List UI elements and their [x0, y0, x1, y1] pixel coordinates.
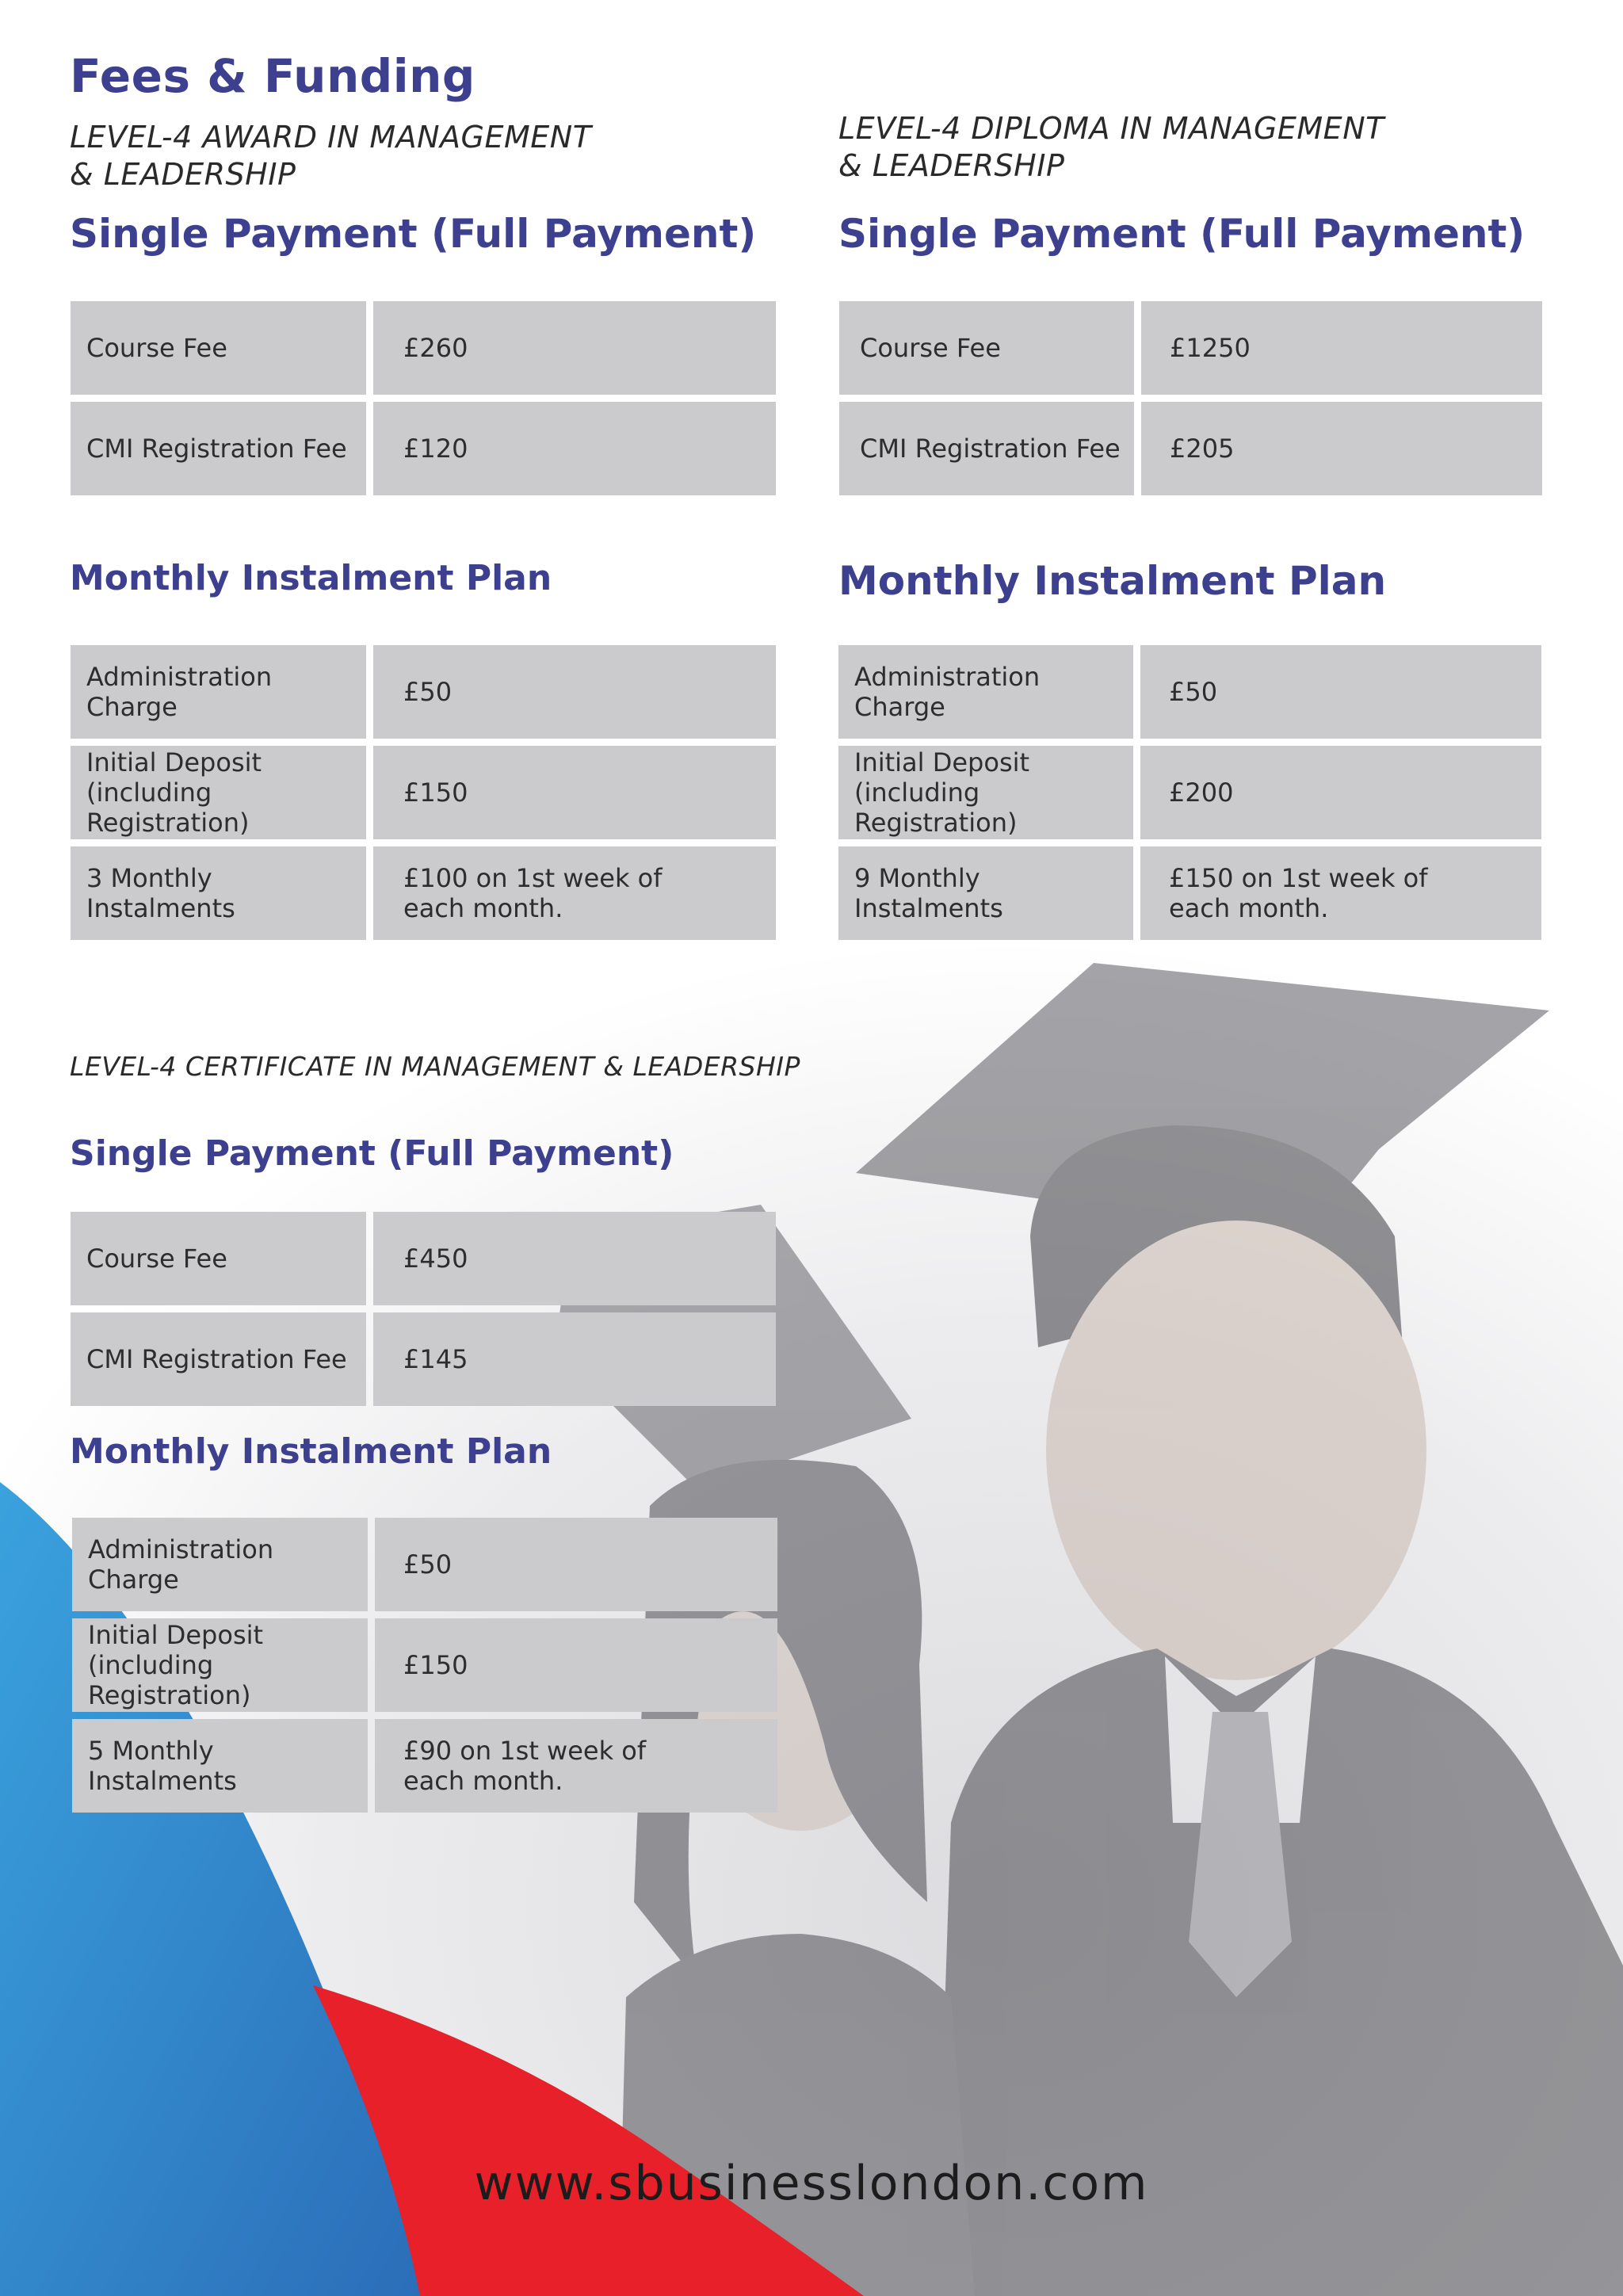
fee-value: £150	[373, 746, 776, 839]
fee-value: £90 on 1st week of each month.	[375, 1719, 777, 1813]
award-single-payment-heading: Single Payment (Full Payment)	[70, 211, 757, 257]
table-row	[71, 1312, 776, 1406]
award-section	[70, 119, 775, 193]
fee-label: 9 Monthly Instalments	[838, 846, 1133, 940]
table-row	[839, 301, 1542, 395]
fee-label: CMI Registration Fee	[71, 1312, 366, 1406]
fee-label: 3 Monthly Instalments	[71, 846, 366, 940]
fee-value: £205	[1141, 402, 1542, 495]
table-row	[72, 1518, 777, 1611]
fee-value: £120	[373, 402, 776, 495]
table-row	[71, 645, 776, 739]
fee-value: £100 on 1st week of each month.	[373, 846, 776, 940]
award-monthly-plan-table	[71, 645, 776, 947]
fee-value: £260	[373, 301, 776, 395]
certificate-course-title: LEVEL-4 CERTIFICATE IN MANAGEMENT & LEADERSHIP	[70, 1051, 800, 1082]
fee-label: Initial Deposit (including Registration)	[71, 746, 366, 839]
fee-label: Course Fee	[71, 1212, 366, 1305]
fee-value: £50	[373, 645, 776, 739]
table-row	[838, 846, 1541, 940]
award-single-payment-table	[71, 301, 776, 502]
fee-label: Administration Charge	[72, 1518, 368, 1611]
fee-label: Course Fee	[71, 301, 366, 395]
fee-label: Administration Charge	[838, 645, 1133, 739]
diploma-section	[838, 110, 1544, 185]
fee-label: Course Fee	[839, 301, 1134, 395]
award-monthly-plan-heading: Monthly Instalment Plan	[70, 558, 552, 598]
award-course-title: LEVEL-4 AWARD IN MANAGEMENT & LEADERSHIP	[70, 120, 592, 192]
diploma-course-title: LEVEL-4 DIPLOMA IN MANAGEMENT & LEADERSHIP	[838, 111, 1384, 183]
fee-label: Initial Deposit (including Registration)	[838, 746, 1133, 839]
page-title: Fees & Funding	[70, 49, 475, 103]
table-row	[71, 301, 776, 395]
fee-value: £150	[375, 1618, 777, 1712]
diploma-single-payment-heading: Single Payment (Full Payment)	[838, 211, 1526, 257]
table-row	[71, 1212, 776, 1305]
diploma-monthly-plan-table	[838, 645, 1541, 947]
diploma-monthly-plan-heading: Monthly Instalment Plan	[838, 558, 1387, 604]
table-row	[72, 1618, 777, 1712]
fee-value: £50	[375, 1518, 777, 1611]
table-row	[839, 402, 1542, 495]
table-row	[838, 645, 1541, 739]
table-row	[71, 846, 776, 940]
fee-value: £450	[373, 1212, 776, 1305]
table-row	[71, 746, 776, 839]
fee-value: £145	[373, 1312, 776, 1406]
fee-label: CMI Registration Fee	[71, 402, 366, 495]
fee-value: £50	[1140, 645, 1541, 739]
certificate-single-payment-heading: Single Payment (Full Payment)	[70, 1133, 674, 1174]
certificate-single-payment-table	[71, 1212, 776, 1413]
table-row	[72, 1719, 777, 1813]
fee-label: CMI Registration Fee	[839, 402, 1134, 495]
fee-label: 5 Monthly Instalments	[72, 1719, 368, 1813]
fee-label: Initial Deposit (including Registration)	[72, 1618, 368, 1712]
table-row	[838, 746, 1541, 839]
diploma-single-payment-table	[839, 301, 1542, 502]
certificate-monthly-plan-table	[72, 1518, 777, 1820]
fee-value: £1250	[1141, 301, 1542, 395]
table-row	[71, 402, 776, 495]
website-link[interactable]: www.sbusinesslondon.com	[474, 2156, 1149, 2211]
certificate-monthly-plan-heading: Monthly Instalment Plan	[70, 1431, 552, 1472]
fee-value: £150 on 1st week of each month.	[1140, 846, 1541, 940]
certificate-section	[70, 1048, 862, 1085]
fee-value: £200	[1140, 746, 1541, 839]
fee-label: Administration Charge	[71, 645, 366, 739]
